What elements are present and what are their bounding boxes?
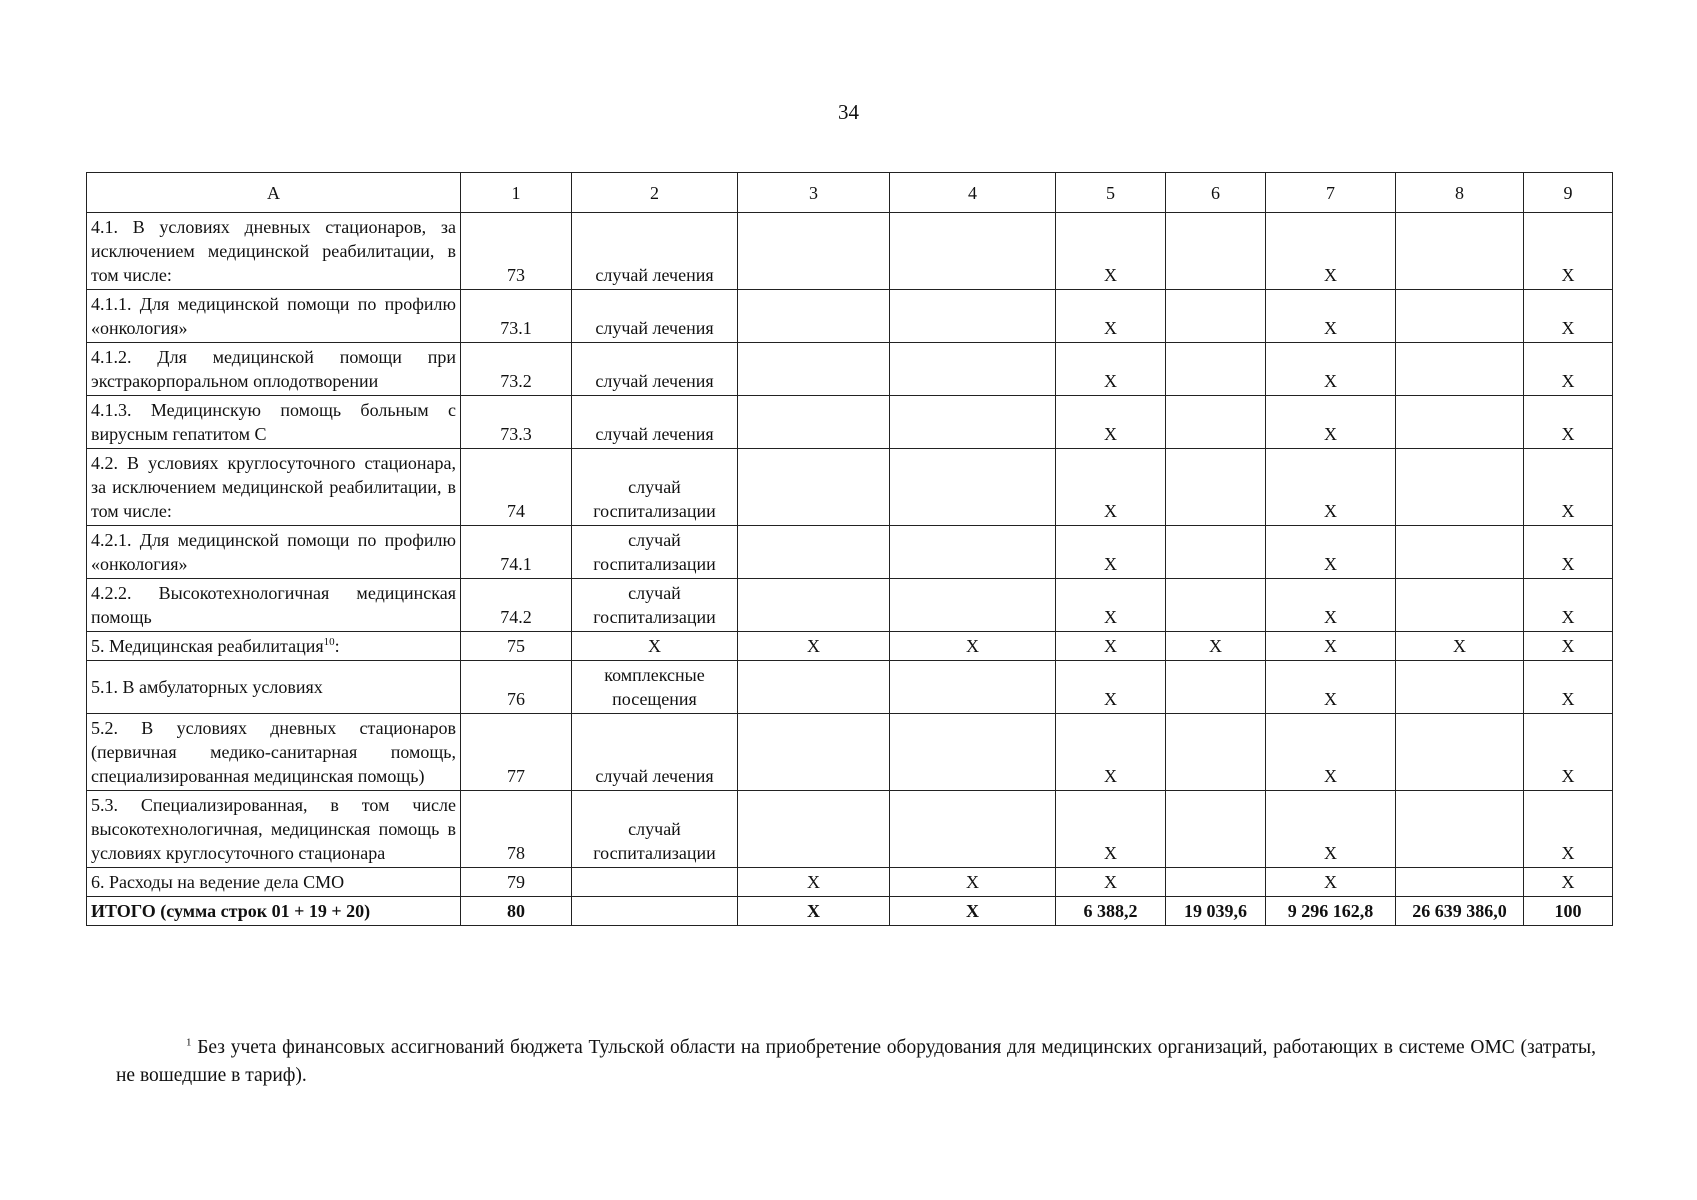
cell-col-9: Х	[1524, 661, 1613, 714]
cell-col-9: Х	[1524, 396, 1613, 449]
cell-col-1: 78	[461, 791, 572, 868]
cell-col-6: Х	[1166, 632, 1266, 661]
cell-col-4: Х	[890, 897, 1056, 926]
cell-col-3	[738, 714, 890, 791]
cell-col-9: Х	[1524, 632, 1613, 661]
cell-col-5: 6 388,2	[1056, 897, 1166, 926]
footnote-marker: 1	[186, 1036, 192, 1049]
cell-col-6	[1166, 868, 1266, 897]
cell-col-8	[1396, 579, 1524, 632]
cell-col-5: Х	[1056, 213, 1166, 290]
cell-col-1: 79	[461, 868, 572, 897]
cell-col-6	[1166, 579, 1266, 632]
cell-col-7: Х	[1266, 396, 1396, 449]
table-row	[87, 714, 1613, 791]
footnote-ref: 10	[323, 636, 335, 648]
table-row	[87, 661, 1613, 714]
table-row	[87, 897, 1613, 926]
cell-col-3: Х	[738, 868, 890, 897]
cell-col-4	[890, 579, 1056, 632]
table-row	[87, 868, 1613, 897]
cell-col-1: 73.1	[461, 290, 572, 343]
cell-col-7: Х	[1266, 213, 1396, 290]
table-row	[87, 791, 1613, 868]
row-label-text: 4.1.2. Для медицинской помощи при экстракорпоральном оплодотворении	[91, 347, 456, 391]
cell-col-6	[1166, 449, 1266, 526]
table-row	[87, 290, 1613, 343]
row-label	[87, 661, 461, 714]
cell-col-1: 73.3	[461, 396, 572, 449]
cell-col-8	[1396, 714, 1524, 791]
cell-col-3	[738, 579, 890, 632]
row-label	[87, 868, 461, 897]
cell-col-4	[890, 343, 1056, 396]
cell-col-2: случай лечения	[572, 396, 738, 449]
cell-col-9: Х	[1524, 791, 1613, 868]
cell-col-8	[1396, 868, 1524, 897]
cell-col-6	[1166, 791, 1266, 868]
cell-col-3	[738, 213, 890, 290]
cell-col-3	[738, 661, 890, 714]
cell-col-2: случай госпитализации	[572, 449, 738, 526]
row-label	[87, 290, 461, 343]
cell-col-2: Х	[572, 632, 738, 661]
cell-col-1: 74.2	[461, 579, 572, 632]
row-label	[87, 579, 461, 632]
cell-col-9: 100	[1524, 897, 1613, 926]
row-label-text: 4.1.3. Медицинскую помощь больным с вирусным гепатитом С	[91, 400, 456, 444]
cell-col-1: 73	[461, 213, 572, 290]
cell-col-3	[738, 449, 890, 526]
cell-col-1: 80	[461, 897, 572, 926]
cell-col-6: 19 039,6	[1166, 897, 1266, 926]
cell-col-7: Х	[1266, 343, 1396, 396]
cell-col-5: Х	[1056, 579, 1166, 632]
row-label	[87, 396, 461, 449]
row-label-text: 4.2.1. Для медицинской помощи по профилю «онкология»	[91, 530, 456, 574]
cell-col-2: комплексные посещения	[572, 661, 738, 714]
cell-col-6	[1166, 661, 1266, 714]
header-cell: 6	[1166, 173, 1266, 213]
cell-col-3	[738, 343, 890, 396]
cell-col-9: Х	[1524, 343, 1613, 396]
header-cell: 9	[1524, 173, 1613, 213]
row-label	[87, 526, 461, 579]
cell-col-1: 77	[461, 714, 572, 791]
header-cell: 2	[572, 173, 738, 213]
row-label	[87, 213, 461, 290]
cell-col-5: Х	[1056, 714, 1166, 791]
row-label	[87, 897, 461, 926]
table-body	[87, 213, 1613, 926]
header-cell: 5	[1056, 173, 1166, 213]
cell-col-2: случай лечения	[572, 343, 738, 396]
cell-col-3	[738, 290, 890, 343]
cell-col-4	[890, 791, 1056, 868]
cell-col-8	[1396, 396, 1524, 449]
cell-col-9: Х	[1524, 868, 1613, 897]
row-label-text: 4.2.2. Высокотехнологичная медицинская помощь	[91, 583, 456, 627]
cell-col-6	[1166, 343, 1266, 396]
row-label-text: 4.1. В условиях дневных стационаров, за исключением медицинской реабилитации, в том числе:	[91, 217, 456, 285]
cell-col-8	[1396, 661, 1524, 714]
cell-col-8	[1396, 343, 1524, 396]
cell-col-4	[890, 213, 1056, 290]
page-number: 34	[838, 100, 859, 124]
table-row	[87, 526, 1613, 579]
row-label-text: 6. Расходы на ведение дела СМО	[91, 872, 345, 892]
cell-col-5: Х	[1056, 791, 1166, 868]
cell-col-9: Х	[1524, 449, 1613, 526]
cell-col-5: Х	[1056, 868, 1166, 897]
row-label	[87, 343, 461, 396]
cell-col-7: Х	[1266, 579, 1396, 632]
table-row	[87, 343, 1613, 396]
cell-col-6	[1166, 714, 1266, 791]
cell-col-5: Х	[1056, 343, 1166, 396]
cell-col-3: Х	[738, 632, 890, 661]
cell-col-2: случай госпитализации	[572, 791, 738, 868]
header-cell: А	[87, 173, 461, 213]
cell-col-3: Х	[738, 897, 890, 926]
header-cell: 7	[1266, 173, 1396, 213]
cell-col-6	[1166, 526, 1266, 579]
cell-col-1: 74	[461, 449, 572, 526]
cell-col-7: Х	[1266, 661, 1396, 714]
cell-col-9: Х	[1524, 714, 1613, 791]
table-row	[87, 632, 1613, 661]
cell-col-5: Х	[1056, 526, 1166, 579]
footnote-text: Без учета финансовых ассигнований бюджета Тульской области на приобретение оборудования для медицинских организаций, работающих в системе ОМС (затраты, не вошедшие в тариф).	[116, 1037, 1597, 1086]
header-cell: 1	[461, 173, 572, 213]
cell-col-8	[1396, 449, 1524, 526]
cell-col-2: случай госпитализации	[572, 579, 738, 632]
cell-col-4	[890, 714, 1056, 791]
row-label	[87, 714, 461, 791]
cell-col-5: Х	[1056, 661, 1166, 714]
cell-col-2: случай лечения	[572, 213, 738, 290]
cell-col-8	[1396, 526, 1524, 579]
cell-col-4	[890, 526, 1056, 579]
cell-col-7: Х	[1266, 791, 1396, 868]
cell-col-4	[890, 396, 1056, 449]
cell-col-2: случай лечения	[572, 714, 738, 791]
cell-col-2	[572, 897, 738, 926]
cell-col-6	[1166, 213, 1266, 290]
cell-col-6	[1166, 290, 1266, 343]
cell-col-7: Х	[1266, 449, 1396, 526]
cell-col-7: Х	[1266, 868, 1396, 897]
cell-col-8: Х	[1396, 632, 1524, 661]
cell-col-2: случай госпитализации	[572, 526, 738, 579]
row-label-text: ИТОГО (сумма строк 01 + 19 + 20)	[91, 901, 371, 921]
cell-col-8: 26 639 386,0	[1396, 897, 1524, 926]
cell-col-4	[890, 661, 1056, 714]
cell-col-7: Х	[1266, 632, 1396, 661]
cell-col-4: Х	[890, 632, 1056, 661]
row-label-text: 5.1. В амбулаторных условиях	[91, 677, 323, 697]
cell-col-9: Х	[1524, 579, 1613, 632]
cell-col-4	[890, 449, 1056, 526]
cell-col-5: Х	[1056, 396, 1166, 449]
cell-col-5: Х	[1056, 632, 1166, 661]
row-label-text: 4.1.1. Для медицинской помощи по профилю «онкология»	[91, 294, 456, 338]
cell-col-9: Х	[1524, 526, 1613, 579]
row-label	[87, 632, 461, 661]
cell-col-7: Х	[1266, 714, 1396, 791]
footnote	[116, 1034, 1596, 1090]
cell-col-5: Х	[1056, 449, 1166, 526]
cell-col-1: 76	[461, 661, 572, 714]
cell-col-8	[1396, 290, 1524, 343]
cell-col-3	[738, 791, 890, 868]
row-label-text: 5.3. Специализированная, в том числе высокотехнологичная, медицинская помощь в условиях круглосуточного стационара	[91, 795, 456, 863]
cell-col-2	[572, 868, 738, 897]
budget-table	[86, 172, 1613, 926]
table-row	[87, 579, 1613, 632]
cell-col-4	[890, 290, 1056, 343]
cell-col-2: случай лечения	[572, 290, 738, 343]
table-row	[87, 213, 1613, 290]
row-label	[87, 449, 461, 526]
table-row	[87, 449, 1613, 526]
header-cell: 8	[1396, 173, 1524, 213]
row-label-text: 5. Медицинская реабилитация	[91, 636, 324, 656]
cell-col-4: Х	[890, 868, 1056, 897]
cell-col-7: Х	[1266, 526, 1396, 579]
cell-col-1: 74.1	[461, 526, 572, 579]
cell-col-8	[1396, 213, 1524, 290]
header-cell: 3	[738, 173, 890, 213]
row-label-text: 4.2. В условиях круглосуточного стационара, за исключением медицинской реабилитации, в том числе:	[91, 453, 456, 521]
cell-col-7: Х	[1266, 290, 1396, 343]
cell-col-9: Х	[1524, 213, 1613, 290]
cell-col-8	[1396, 791, 1524, 868]
cell-col-7: 9 296 162,8	[1266, 897, 1396, 926]
table-row	[87, 396, 1613, 449]
cell-col-1: 75	[461, 632, 572, 661]
cell-col-9: Х	[1524, 290, 1613, 343]
row-label	[87, 791, 461, 868]
row-label-text: 5.2. В условиях дневных стационаров (первичная медико-санитарная помощь, специализированная медицинская помощь)	[91, 718, 456, 786]
cell-col-3	[738, 526, 890, 579]
header-row	[87, 173, 1613, 213]
header-cell: 4	[890, 173, 1056, 213]
cell-col-6	[1166, 396, 1266, 449]
row-label-suffix: :	[334, 636, 340, 656]
cell-col-1: 73.2	[461, 343, 572, 396]
cell-col-3	[738, 396, 890, 449]
cell-col-5: Х	[1056, 290, 1166, 343]
